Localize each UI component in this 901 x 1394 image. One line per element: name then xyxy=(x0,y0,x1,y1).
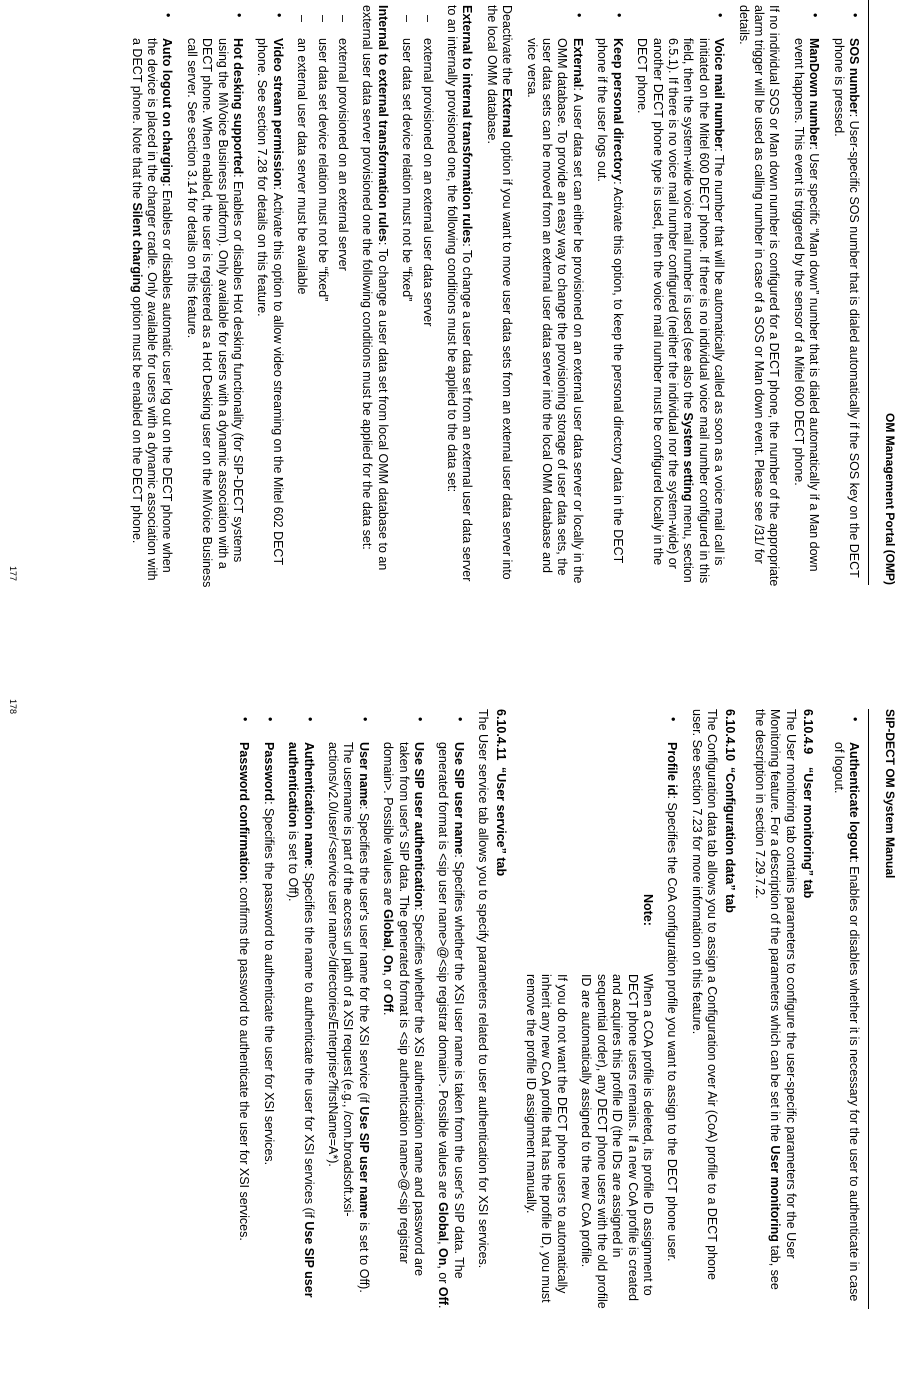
bullet-icon: • xyxy=(262,717,277,722)
bullet-list xyxy=(523,5,726,590)
section-heading: 6.10.4.9“User monitoring” tab xyxy=(801,709,816,899)
list-item: • Video stream permission: Activate this option to allow video streaming on the Mitel 602 DECT phone. See section 7.28 for details on this feature. xyxy=(255,13,286,565)
int-to-ext-paragraph: Internal to external transformation rules: To change a user data set from local OMM database to an external user data server provisioned one the following conditions must be applied for the data set: xyxy=(360,5,390,571)
bullet-list xyxy=(830,709,861,1309)
bullet-icon: • xyxy=(232,13,246,18)
section-heading: 6.10.4.10“Configuration data” tab xyxy=(722,709,737,913)
note-block: Note: When a COA profile is deleted, its profile ID assignment to DECT phone users remains. If a new CoA profile is created and acquires this profile ID (the IDs are assigned in sequential order), any DECT phone users with the old profile ID are automatically assigned to the new CoA profile. xyxy=(579,894,655,1309)
note-follow-paragraph: If you do not want the DECT phone users to automatically inherit any new CoA profile that has the profile ID, you must remove the profile ID assignment manually. xyxy=(524,974,569,1303)
list-item: • External: A user data set can either be provisioned on an external user data server or locally in the OMM database. To provide an easy way to change the provisioning storage of user data sets, the user data sets can be moved from an external user data server into the local OMM database and vice versa. xyxy=(524,13,586,584)
dash-icon: – xyxy=(295,15,310,22)
bullet-list xyxy=(790,5,861,590)
section-paragraph: The Configuration data tab allows you to assign a Configuration over Air (CoA) profile to a DECT phone user. See section 7.23 for more information on this feature. xyxy=(689,709,720,1280)
list-item: • Use SIP user name: Specifies whether the XSI user name is taken from the user's SIP data. The generated format is <sip user name>@<sip registrar domain>. Possible values are Global, On, or Off. xyxy=(436,717,467,1309)
list-item: • Password: Specifies the password to authenticate the user for XSI services. xyxy=(261,717,277,1166)
bullet-icon: • xyxy=(302,717,317,722)
bullet-icon: • xyxy=(452,717,467,722)
bullet-icon: • xyxy=(611,13,626,18)
bullet-icon: • xyxy=(271,13,286,18)
dash-icon: – xyxy=(315,15,330,22)
section-paragraph: The User service tab allows you to specify parameters related to user authentication for XSI services. xyxy=(476,709,491,1269)
list-item: • Authenticate logout: Enables or disables whether it is necessary for the user to authenticate in case of logout. xyxy=(831,717,862,1302)
header-rule xyxy=(868,0,869,585)
bullet-list xyxy=(128,5,285,590)
page-content xyxy=(119,5,861,590)
dash-icon: – xyxy=(400,15,415,22)
manual-page-178 xyxy=(0,697,901,1394)
list-item: • Hot desking supported: Enables or disables Hot desking functionality (for SIP-DECT systems using the MiVoice Business platform). Only available for users with a dynamic association with a DECT phone. When enabled, the user is registered as a Hot Desking user on the MiVoice Business call server. See section 3.14 for details on this feature. xyxy=(184,13,246,588)
bullet-icon: • xyxy=(571,13,586,18)
list-item: • User name: Specifies the user's user name for the XSI service (if Use SIP user name is set to Off). The username is part of the access url path of a XSI request (e.g., /com.broadsoft.xsi-actions/v2.0/user/<service user name>/directories/Enterprise?firstName=A*). xyxy=(326,717,372,1293)
bullet-icon: • xyxy=(161,13,176,18)
list-item: • Password confirmation: confirms the password to authenticate the user for XSI services. xyxy=(237,717,253,1241)
list-item: • Voice mail number: The number that will be automatically called as soon as a voice mail call is initiated on the Mitel 600 DECT phone. If there is no individual voice mail number configured in this field, then the system-wide voice mail number is used (see also the System setting menu, section 6.5.1). If there is no voice mail number configured (neither the individual nor the system-wide) or another DECT phone type is used, then the voice mail number must be configured locally in the DECT phone. xyxy=(635,13,728,584)
bullet-icon: • xyxy=(848,13,862,18)
dash-list xyxy=(399,5,435,590)
list-item: • Auto logout on charging: Enables or disables automatic user log out on the DECT phone when the device is placed in the charger cradle. Only available for users with a dynamic association with a DECT phone. Note that the Silent charging option must be enabled on the DECT phone. xyxy=(129,13,176,581)
list-item: • Authentication name: Specifies the name to authenticate the user for XSI services (if Use SIP user authentication is set to Off). xyxy=(286,717,317,1298)
bullet-icon: • xyxy=(357,717,372,722)
dash-icon: – xyxy=(420,15,435,22)
bullet-icon: • xyxy=(666,717,681,722)
page-number: 178 xyxy=(8,699,18,715)
running-header: SIP-DECT OM System Manual xyxy=(883,709,897,879)
dash-list xyxy=(294,5,350,590)
list-item: – user data set device relation must not be “fixed” xyxy=(400,15,415,302)
list-item: – an external user data server must be available xyxy=(295,15,310,295)
list-item: – external provisioned on an external user data server xyxy=(420,15,435,327)
list-item: • Use SIP user authentication: Specifies whether the XSI authentication name and password are taken from user's SIP data. The generated format is <sip authentication name>@<sip registrar domain>. Possible values are Global, On, or Off. xyxy=(381,717,428,1277)
ext-to-int-paragraph: External to internal transformation rules: To change a user data set from an external user data server to an internally provisioned one, the following conditions must be applied to the data set: xyxy=(445,5,475,582)
deactivate-paragraph: Deactivate the External option if you want to move user data sets from an external user data server into the local OMM database. xyxy=(484,5,515,580)
page-content xyxy=(227,709,861,1309)
bullet-list xyxy=(664,709,679,1309)
bullet-icon: • xyxy=(413,717,428,722)
list-item: – user data set device relation must not be “fixed” xyxy=(315,15,330,302)
bullet-icon: • xyxy=(713,13,728,18)
list-item: • ManDown number: User specific “Man down” number that is dialed automatically if a Man down event happens. This event is triggered by the sensor of a Mitel 600 DECT phone. xyxy=(791,13,823,572)
bullet-icon: • xyxy=(238,717,253,722)
page-number: 177 xyxy=(8,566,18,582)
section-paragraph: The User monitoring tab contains parameters to configure the user-specific parameters for the User Monitoring feature. For a description of the parameters which can be set in the User monitoring tab, see the description in section 7.29.7.2. xyxy=(752,709,798,1290)
list-item: – external provisioned on an external server xyxy=(336,15,351,271)
alarm-paragraph: If no individual SOS or Man down number is configured for a DECT phone, the number of the appropriate alarm trigger will be used as calling number in case of a SOS or Man down event. Please see /31/ for details. xyxy=(736,5,782,587)
dash-icon: – xyxy=(336,15,351,22)
bullet-list xyxy=(236,709,466,1309)
list-item: • SOS number: User-specific SOS number that is dialed automatically if the SOS key on the DECT phone is pressed. xyxy=(831,13,862,578)
header-rule xyxy=(868,709,869,1309)
running-header: OM Management Portal (OMP) xyxy=(883,412,897,585)
bullet-icon: • xyxy=(808,13,823,18)
list-item: • Keep personal directory: Activate this option, to keep the personal directory data in the DECT phone if the user logs out. xyxy=(595,13,626,564)
bullet-icon: • xyxy=(848,717,862,722)
list-item: • Profile id: Specifies the CoA configuration profile you want to assign to the DECT phone user. xyxy=(665,717,681,1262)
section-heading: 6.10.4.11“User service” tab xyxy=(493,709,508,877)
